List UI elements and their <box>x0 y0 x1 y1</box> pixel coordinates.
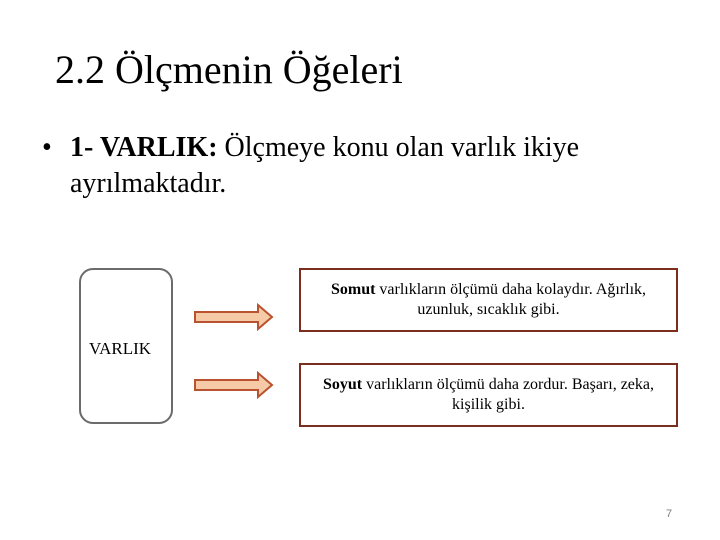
soyut-description-box <box>299 363 678 427</box>
soyut-bold-text: Soyut <box>322 376 363 393</box>
right-arrow-icon <box>194 371 274 399</box>
bullet-body-text: Ölçmeye konu olan varlık ikiye ayrılmaktadır. <box>70 132 580 199</box>
somut-bold-text: Somut <box>330 281 376 298</box>
varlik-label: VARLIK <box>89 339 152 358</box>
soyut-description-text <box>307 375 670 415</box>
bullet-marker: • <box>42 132 52 163</box>
slide-title: 2.2 Ölçmenin Öğeleri <box>55 47 403 92</box>
somut-description-text <box>307 280 670 320</box>
page-number: 7 <box>666 508 673 520</box>
soyut-body-text: varlıkların ölçümü daha zordur. Başarı, zeka, kişilik gibi. <box>362 376 654 413</box>
bullet-bold-text: 1- VARLIK: <box>70 132 218 163</box>
somut-body-text: varlıkların ölçümü daha kolaydır. Ağırlık, uzunluk, sıcaklık gibi. <box>375 281 647 318</box>
somut-description-box <box>299 268 678 332</box>
bullet-item <box>42 130 692 202</box>
bullet-text <box>70 130 692 202</box>
right-arrow-icon <box>194 303 274 331</box>
